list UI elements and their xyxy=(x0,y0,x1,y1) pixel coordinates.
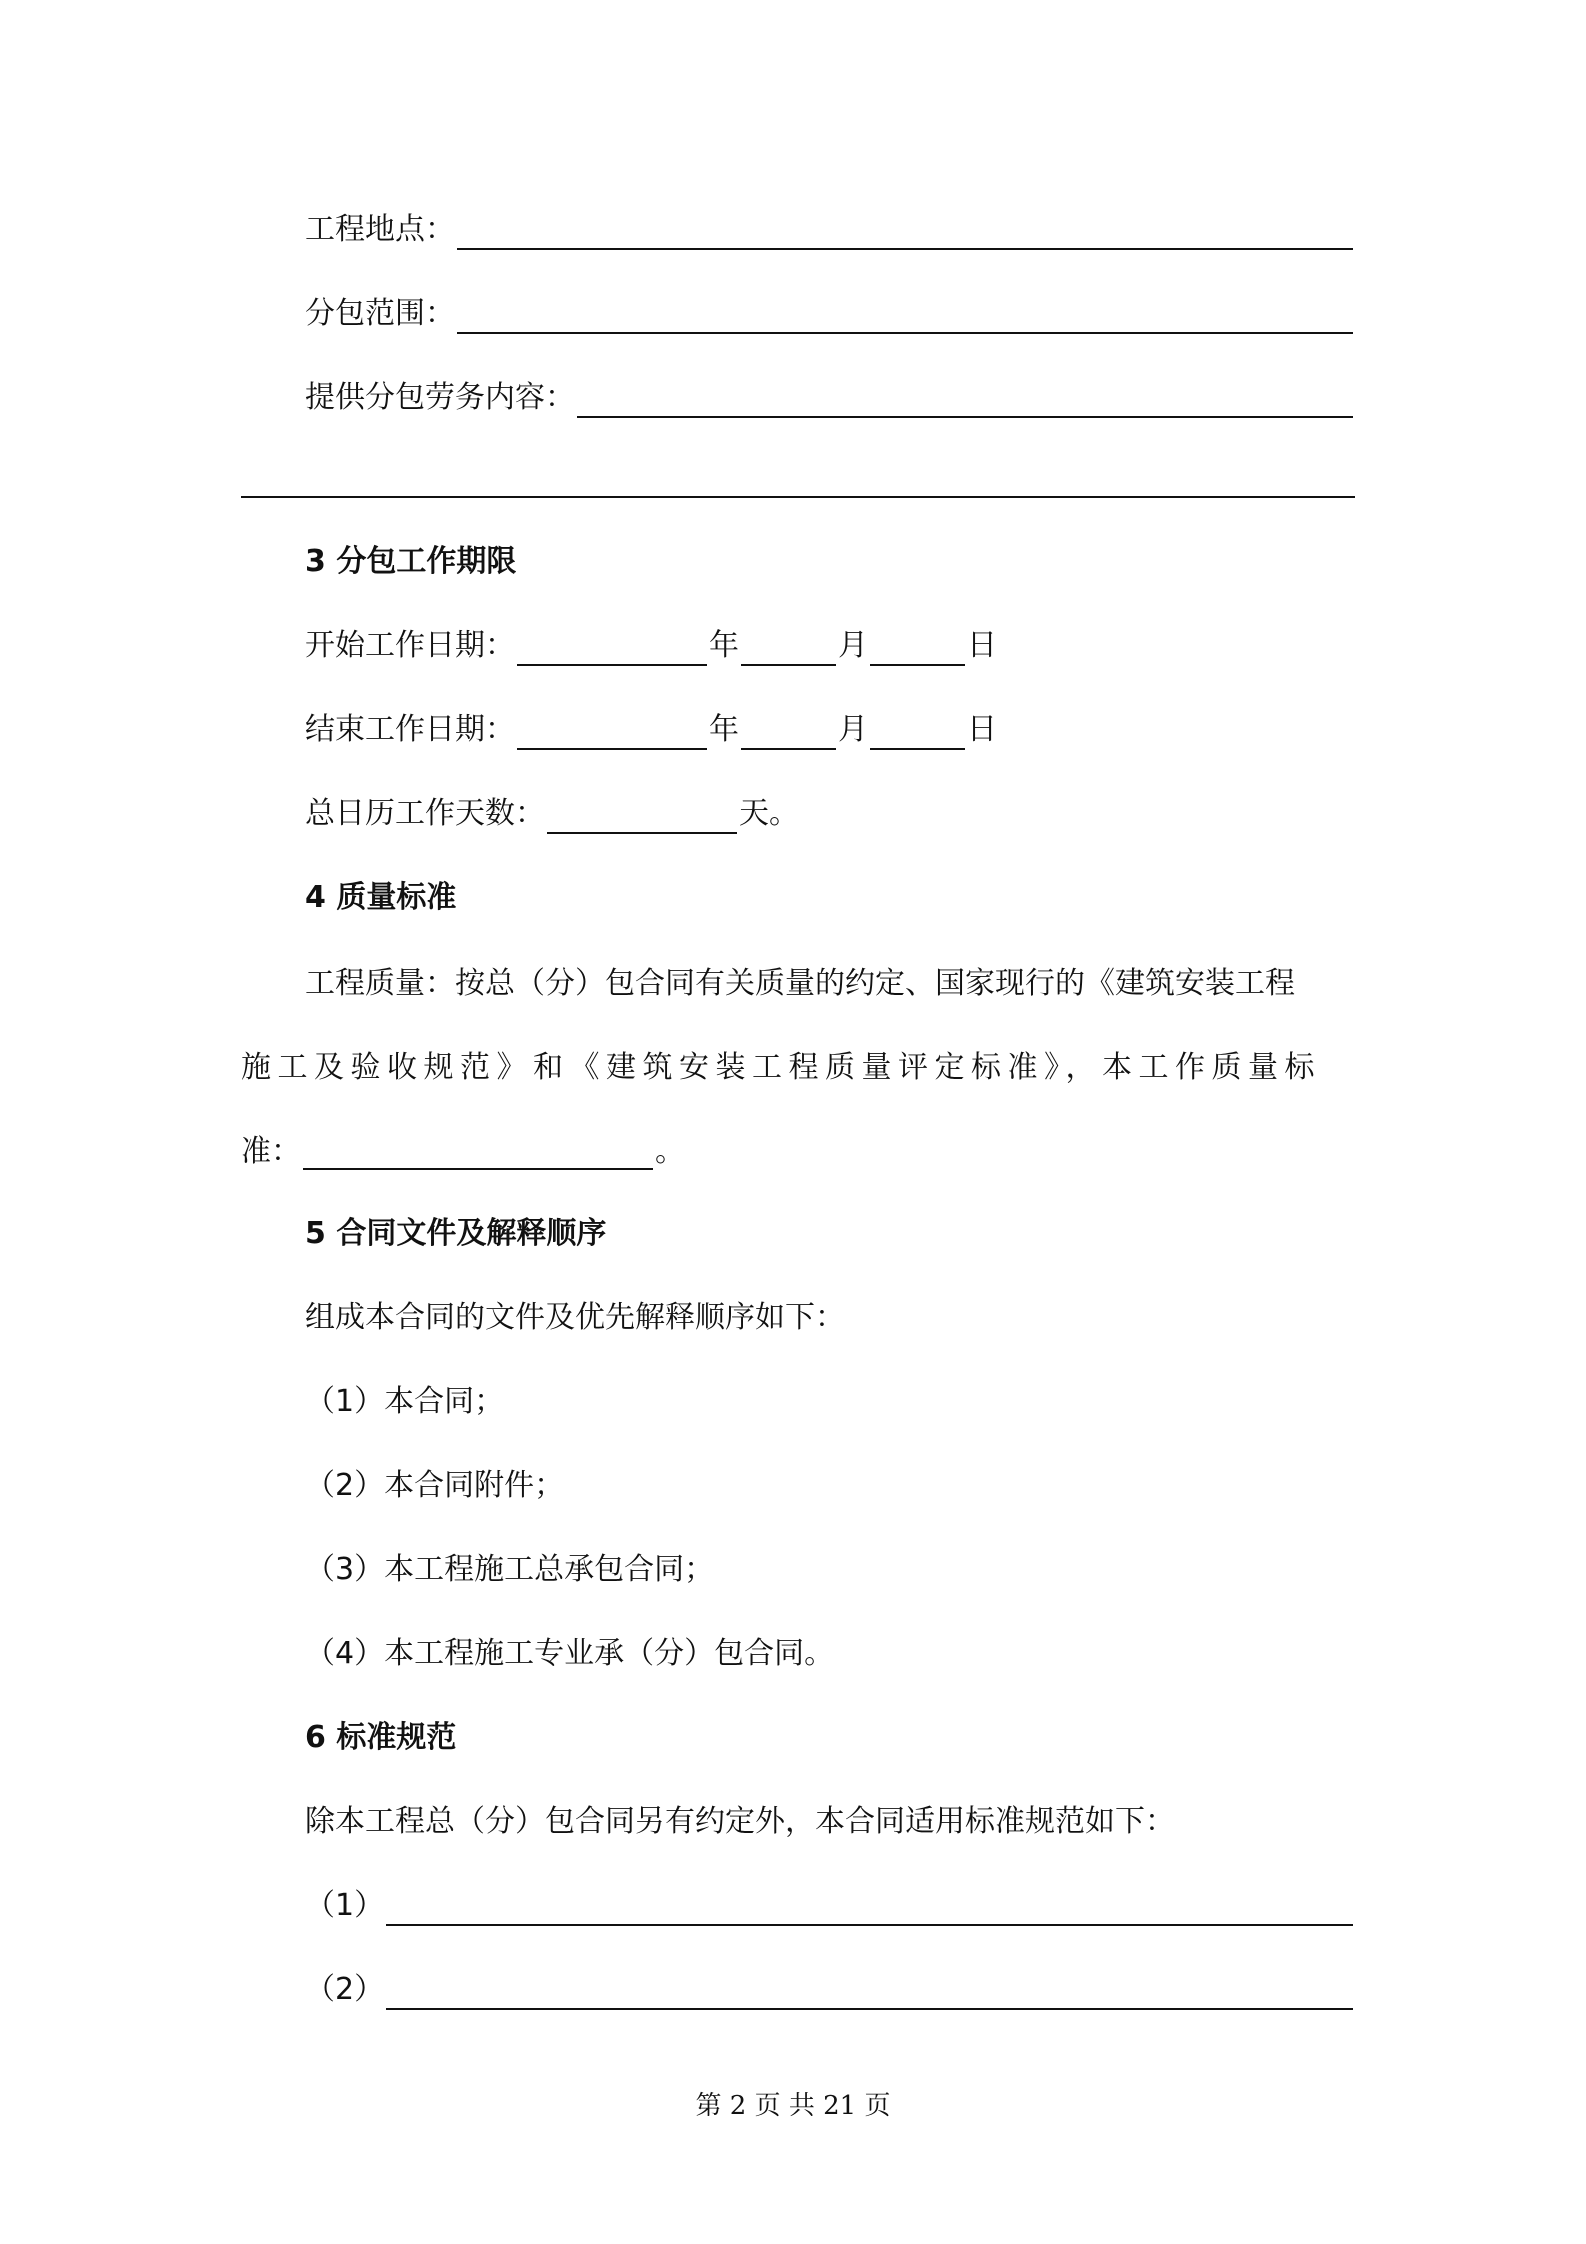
subcontract-scope-row xyxy=(305,274,1355,334)
section-3-heading xyxy=(305,522,1355,582)
standard-item-1-blank[interactable] xyxy=(386,1890,1353,1926)
standards-intro-text: 除本工程总（分）包合同另有约定外，本合同适用标准规范如下： xyxy=(305,1804,1175,1839)
section-5-heading xyxy=(305,1194,1355,1254)
end-date-row xyxy=(305,690,1355,750)
labor-content-label: 提供分包劳务内容： xyxy=(305,380,575,415)
section-3-heading-text: 3 分包工作期限 xyxy=(305,544,517,579)
total-days-row xyxy=(305,774,1355,834)
end-month-blank[interactable] xyxy=(741,714,836,750)
standard-item-2-row xyxy=(305,1950,1355,2010)
quality-standard-end: 。 xyxy=(655,1134,685,1169)
page-number-text: 第 2 页 共 21 页 xyxy=(695,2091,891,2121)
quality-paragraph xyxy=(241,918,1355,1170)
project-location-row xyxy=(305,190,1355,250)
standards-intro xyxy=(305,1782,1355,1842)
start-year-blank[interactable] xyxy=(517,630,707,666)
section-6-heading xyxy=(305,1698,1355,1758)
subcontract-scope-label: 分包范围： xyxy=(305,296,455,331)
standard-item-1-label: （1） xyxy=(305,1888,385,1923)
project-location-label: 工程地点： xyxy=(305,212,455,247)
start-date-label: 开始工作日期： xyxy=(305,628,515,663)
contract-doc-item-3-text: （3）本工程施工总承包合同； xyxy=(305,1552,715,1587)
start-date-row xyxy=(305,606,1355,666)
contract-doc-item-3 xyxy=(305,1530,1355,1590)
section-4-heading-text: 4 质量标准 xyxy=(305,880,457,915)
standard-item-2-blank[interactable] xyxy=(386,1974,1353,2010)
start-month-blank[interactable] xyxy=(741,630,836,666)
start-day-blank[interactable] xyxy=(870,630,965,666)
contract-doc-item-2-text: （2）本合同附件； xyxy=(305,1468,565,1503)
contract-doc-item-4 xyxy=(305,1614,1355,1674)
labor-content-blank[interactable] xyxy=(577,382,1353,418)
page-footer xyxy=(0,2085,1586,2122)
contract-doc-item-1-text: （1）本合同； xyxy=(305,1384,505,1419)
standard-item-2-label: （2） xyxy=(305,1972,385,2007)
contract-doc-item-4-text: （4）本工程施工专业承（分）包合同。 xyxy=(305,1636,835,1671)
project-location-blank[interactable] xyxy=(457,214,1353,250)
contract-docs-intro-text: 组成本合同的文件及优先解释顺序如下： xyxy=(305,1300,845,1335)
end-date-label: 结束工作日期： xyxy=(305,712,515,747)
start-year-unit: 年 xyxy=(709,628,739,663)
subcontract-scope-blank[interactable] xyxy=(457,298,1353,334)
total-days-blank[interactable] xyxy=(547,798,737,834)
end-year-blank[interactable] xyxy=(517,714,707,750)
labor-content-row xyxy=(305,358,1355,418)
labor-content-continuation-line[interactable] xyxy=(241,496,1355,498)
quality-standard-label: 准： xyxy=(241,1134,301,1169)
section-4-heading xyxy=(305,858,1355,918)
start-month-unit: 月 xyxy=(838,628,868,663)
contract-doc-item-2 xyxy=(305,1446,1355,1506)
quality-line-1: 工程质量：按总（分）包合同有关质量的约定、国家现行的《建筑安装工程 xyxy=(305,966,1295,1001)
quality-standard-blank[interactable] xyxy=(303,1134,653,1170)
end-year-unit: 年 xyxy=(709,712,739,747)
section-5-heading-text: 5 合同文件及解释顺序 xyxy=(305,1216,607,1251)
standard-item-1-row xyxy=(305,1866,1355,1926)
contract-doc-item-1 xyxy=(305,1362,1355,1422)
start-day-unit: 日 xyxy=(967,628,997,663)
quality-line-2: 施工及验收规范》和《建筑安装工程质量评定标准》，本工作质量标 xyxy=(241,1050,1321,1085)
total-days-label: 总日历工作天数： xyxy=(305,796,545,831)
section-6-heading-text: 6 标准规范 xyxy=(305,1720,457,1755)
end-month-unit: 月 xyxy=(838,712,868,747)
end-day-unit: 日 xyxy=(967,712,997,747)
contract-docs-intro xyxy=(305,1278,1355,1338)
total-days-unit: 天。 xyxy=(739,796,799,831)
end-day-blank[interactable] xyxy=(870,714,965,750)
